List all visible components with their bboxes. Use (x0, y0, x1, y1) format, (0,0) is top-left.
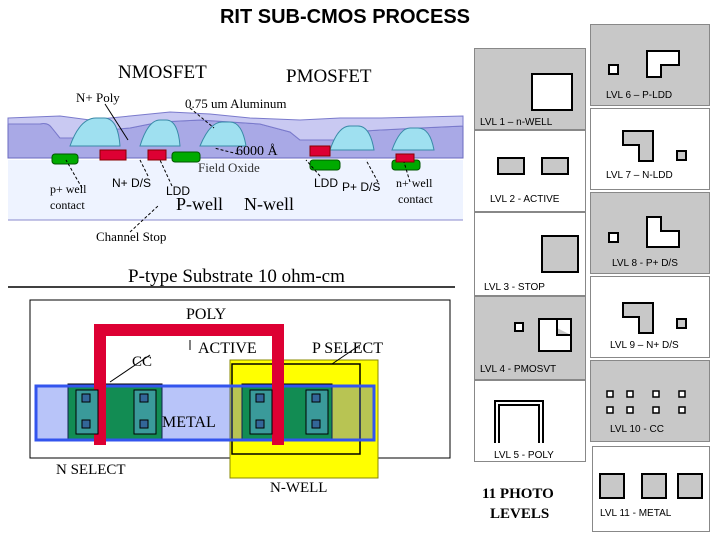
mask-level-7-name: LVL 7 – N-LDD (606, 170, 673, 181)
mask-level-11 (592, 446, 710, 532)
mask-level-2-shape-2 (541, 157, 569, 175)
n-well-contact-label-a: n+ well (396, 176, 433, 190)
mask-level-3-shape (541, 235, 579, 273)
mask-level-1-name: LVL 1 – n-WELL (480, 117, 553, 128)
via-5 (256, 394, 264, 402)
n-well-label: N-well (244, 194, 294, 214)
p-diffusion (396, 154, 414, 162)
p-well-contact-label-b: contact (50, 198, 85, 212)
mask-level-2-shape-1 (497, 157, 525, 175)
field-oxide-thickness-label: 6000 Å (236, 144, 278, 159)
mask-level-5-name: LVL 5 - POLY (494, 450, 554, 461)
substrate-label: P-type Substrate 10 ohm-cm (128, 266, 345, 287)
n-poly-gate (100, 150, 126, 160)
field-oxide-label: Field Oxide (198, 160, 260, 175)
summary-line-2: LEVELS (490, 506, 550, 522)
aluminum-label: 0.75 um Aluminum (185, 96, 287, 111)
page-title: RIT SUB-CMOS PROCESS (219, 6, 471, 28)
n-ds-label: N+ D/S (112, 176, 152, 190)
n-diffusion (148, 150, 166, 160)
layout-n-well-label: N-WELL (270, 480, 328, 496)
mask-level-3-name: LVL 3 - STOP (484, 282, 545, 293)
mask-level-11-shape-1 (599, 473, 625, 499)
via-3 (140, 394, 148, 402)
via-7 (312, 394, 320, 402)
p-ds-label: P+ D/S (342, 180, 381, 194)
via-8 (312, 420, 320, 428)
active-region-1 (52, 154, 78, 164)
active-region-2 (172, 152, 200, 162)
mask-level-11-name: LVL 11 - METAL (600, 508, 672, 519)
layout-metal-label: METAL (162, 414, 216, 431)
active-region-3 (310, 160, 340, 170)
n-poly-label: N+ Poly (76, 90, 120, 105)
p-well-label: P-well (176, 194, 223, 214)
layout-active-label: ACTIVE (198, 340, 257, 357)
mask-level-1-well-shape (531, 73, 573, 111)
channel-stop-label: Channel Stop (96, 229, 167, 244)
mask-level-2-name: LVL 2 - ACTIVE (490, 194, 560, 205)
layout-n-select-label: N SELECT (56, 462, 126, 478)
via-1 (82, 394, 90, 402)
via-6 (256, 420, 264, 428)
mask-level-8-name: LVL 8 - P+ D/S (612, 258, 678, 269)
n-well-contact-label-b: contact (398, 192, 433, 206)
layout-cc-label: CC (132, 354, 153, 370)
mask-level-9-name: LVL 9 – N+ D/S (610, 340, 679, 351)
ldd-right-label: LDD (314, 176, 339, 190)
ldd-left-label: LDD (166, 184, 191, 198)
mask-level-6-name: LVL 6 – P-LDD (606, 90, 673, 101)
via-4 (140, 420, 148, 428)
nmosfet-label: NMOSFET (118, 62, 207, 83)
layout-poly-label: POLY (186, 306, 227, 323)
p-well-contact-label-a: p+ well (50, 182, 87, 196)
p-poly-gate (310, 146, 330, 156)
mask-level-4-name: LVL 4 - PMOSVT (480, 364, 557, 375)
via-2 (82, 420, 90, 428)
mask-level-11-shape-3 (677, 473, 703, 499)
mask-level-10-name: LVL 10 - CC (610, 424, 664, 435)
cross-section-diagram (0, 0, 470, 300)
summary-line-1: 11 PHOTO (482, 486, 554, 502)
mask-level-11-shape-2 (641, 473, 667, 499)
pmosfet-label: PMOSFET (286, 66, 372, 87)
layout-diagram (0, 290, 470, 540)
layout-p-select-label: P SELECT (312, 340, 383, 357)
